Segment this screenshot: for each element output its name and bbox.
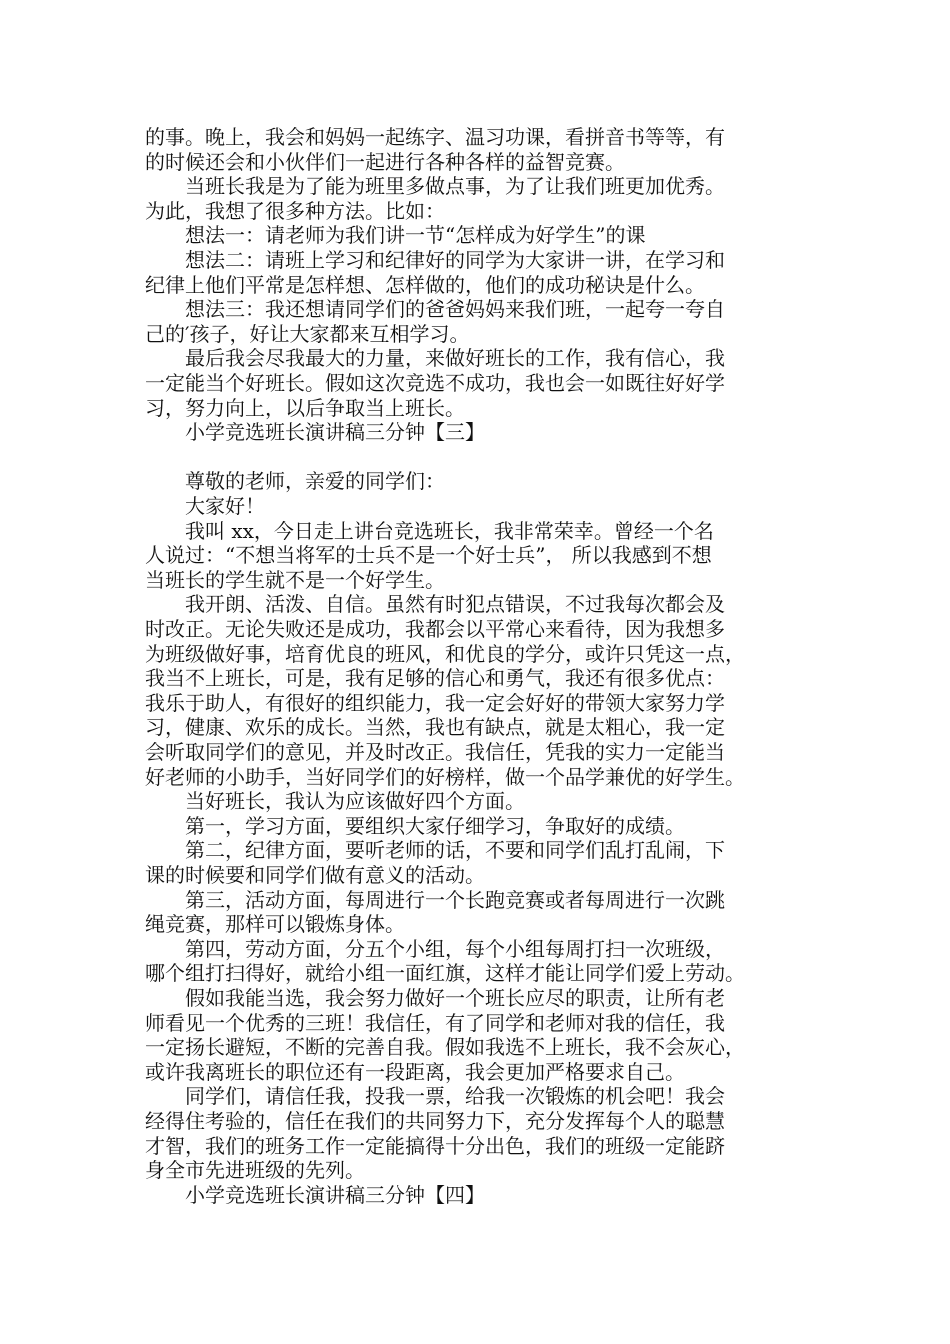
text-line: 好老师的小助手，当好同学们的好榜样，做一个品学兼优的好学生。: [145, 765, 745, 789]
text-line: 一定扬长避短，不断的完善自我。假如我选不上班长，我不会灰心，: [145, 1035, 745, 1059]
text-line: 师看见一个优秀的三班！我信任，有了同学和老师对我的信任，我: [145, 1011, 725, 1035]
text-line: 的时候还会和小伙伴们一起进行各种各样的益智竞赛。: [145, 150, 625, 174]
text-line: 会听取同学们的意见，并及时改正。我信任，凭我的实力一定能当: [145, 740, 725, 764]
text-line: 才智，我们的班务工作一定能搞得十分出色，我们的班级一定能跻: [145, 1134, 725, 1158]
text-line: 我叫 xx，今日走上讲台竞选班长，我非常荣幸。曾经一个名: [145, 519, 714, 543]
text-line: 假如我能当选，我会努力做好一个班长应尽的职责，让所有老: [145, 986, 725, 1010]
text-line: 最后我会尽我最大的力量，来做好班长的工作，我有信心，我: [145, 346, 725, 370]
text-line: 第四，劳动方面，分五个小组，每个小组每周打扫一次班级，: [145, 937, 725, 961]
text-line: [145, 445, 805, 470]
text-line: 习，努力向上，以后争取当上班长。: [145, 396, 465, 420]
text-line: 纪律上他们平常是怎样想、怎样做的，他们的成功秘诀是什么。: [145, 273, 705, 297]
text-line: 绳竞赛，那样可以锻炼身体。: [145, 912, 405, 936]
text-line: 习，健康、欢乐的成长。当然，我也有缺点，就是太粗心，我一定: [145, 715, 725, 739]
text-line: 第二，纪律方面，要听老师的话，不要和同学们乱打乱闹，下: [145, 838, 725, 862]
text-line: 为此，我想了很多种方法。比如：: [145, 199, 445, 223]
text-line: 时改正。无论失败还是成功，我都会以平常心来看待，因为我想多: [145, 617, 725, 641]
text-line: 当班长我是为了能为班里多做点事，为了让我们班更加优秀。: [145, 174, 725, 198]
text-line: 身全市先进班级的先列。: [145, 1158, 365, 1182]
text-line: 我乐于助人，有很好的组织能力，我一定会好好的带领大家努力学: [145, 691, 725, 715]
text-line: 想法三：我还想请同学们的爸爸妈妈来我们班，一起夸一夸自: [145, 297, 725, 321]
text-line: 为班级做好事，培育优良的班风，和优良的学分，或许只凭这一点，: [145, 642, 745, 666]
text-line: 当班长的学生就不是一个好学生。: [145, 568, 445, 592]
text-line: 小学竞选班长演讲稿三分钟【四】: [145, 1183, 485, 1207]
text-line: 我当不上班长，可是，我有足够的信心和勇气，我还有很多优点：: [145, 666, 725, 690]
text-line: 同学们，请信任我，投我一票，给我一次锻炼的机会吧！我会: [145, 1084, 725, 1108]
text-line: 一定能当个好班长。假如这次竞选不成功，我也会一如既往好好学: [145, 371, 725, 395]
text-line: 想法二：请班上学习和纪律好的同学为大家讲一讲，在学习和: [145, 248, 725, 272]
text-line: 或许我离班长的职位还有一段距离，我会更加严格要求自己。: [145, 1060, 685, 1084]
text-line: 当好班长，我认为应该做好四个方面。: [145, 789, 525, 813]
text-line: 的事。晚上，我会和妈妈一起练字、温习功课，看拼音书等等，有: [145, 125, 725, 149]
text-line: 小学竞选班长演讲稿三分钟【三】: [145, 420, 485, 444]
text-line: 想法一：请老师为我们讲一节“怎样成为好学生”的课: [145, 223, 646, 247]
text-line: 尊敬的老师，亲爱的同学们：: [145, 469, 445, 493]
text-line: 课的时候要和同学们做有意义的活动。: [145, 863, 485, 887]
text-line: 我开朗、活泼、自信。虽然有时犯点错误，不过我每次都会及: [145, 592, 725, 616]
text-line: 人说过：“不想当将军的士兵不是一个好士兵”， 所以我感到不想: [145, 543, 712, 567]
text-line: 哪个组打扫得好，就给小组一面红旗，这样才能让同学们爱上劳动。: [145, 961, 745, 985]
text-line: 经得住考验的，信任在我们的共同努力下，充分发挥每个人的聪慧: [145, 1109, 725, 1133]
text-line: 第一，学习方面，要组织大家仔细学习，争取好的成绩。: [145, 814, 685, 838]
text-line: 大家好！: [145, 494, 265, 518]
text-line: 第三，活动方面，每周进行一个长跑竞赛或者每周进行一次跳: [145, 888, 725, 912]
text-line: 己的′孩子，好让大家都来互相学习。: [145, 322, 470, 346]
